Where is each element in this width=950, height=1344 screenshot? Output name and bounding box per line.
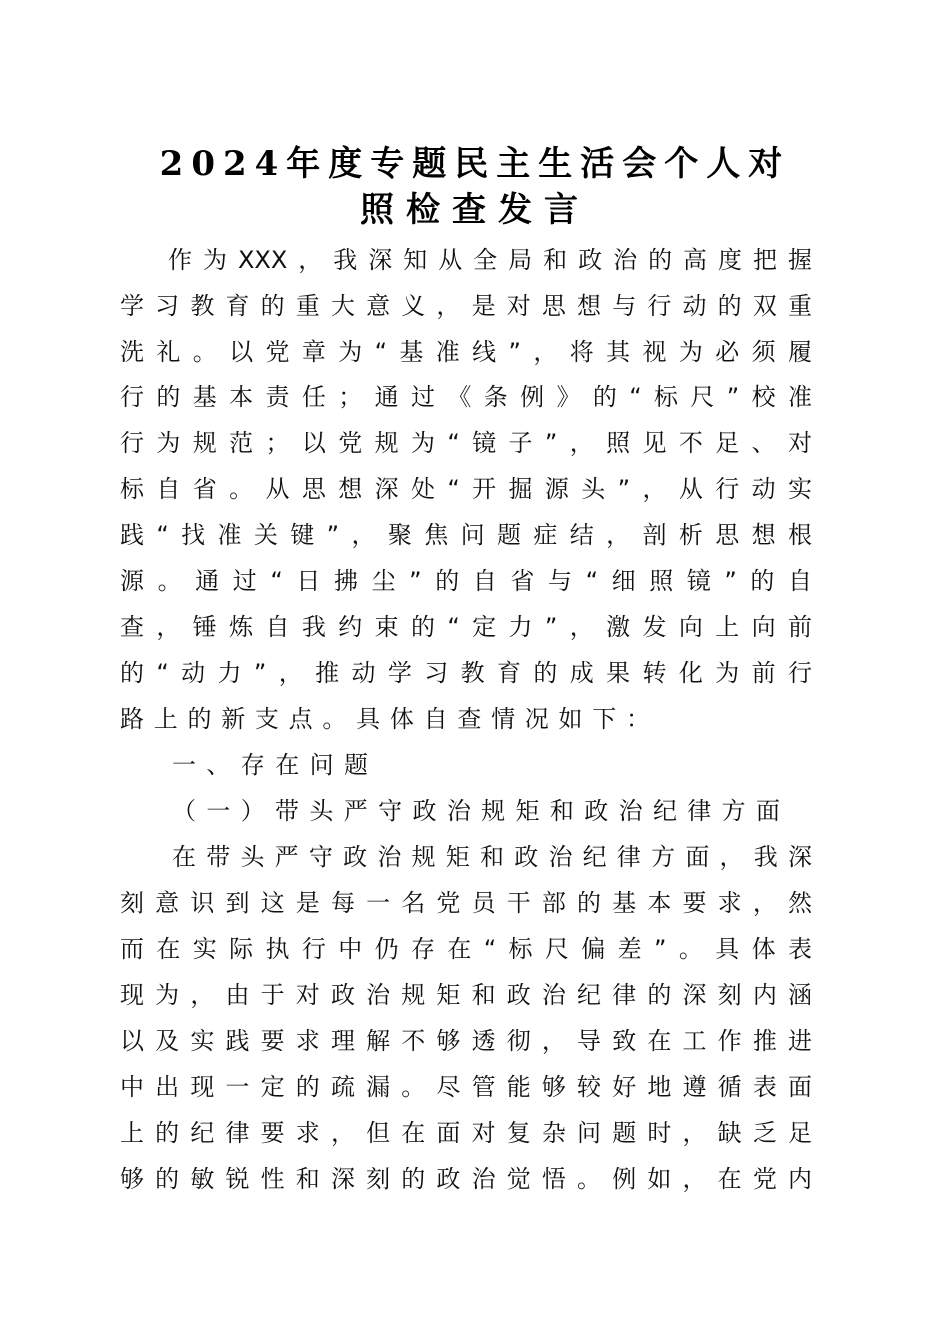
body-paragraph-line: 在带头严守政治规矩和政治纪律方面，我深 [172,843,812,871]
document-title-line-1: 2024年度专题民主生活会个人对 [159,144,791,184]
body-paragraph-line: 刻意识到这是每一名党员干部的基本要求，然 [120,889,812,917]
intro-paragraph-line: 践“找准关键”，聚焦问题症结，剖析思想根 [120,521,812,549]
body-paragraph-line: 而在实际执行中仍存在“标尺偏差”。具体表 [120,935,812,963]
document-title-line-2: 照检查发言 [360,190,590,230]
intro-paragraph-line: 洗礼。以党章为“基准线”，将其视为必须履 [120,338,812,366]
body-paragraph-line: 上的纪律要求，但在面对复杂问题时，缺乏足 [120,1119,812,1147]
intro-paragraph-line: 的“动力”，推动学习教育的成果转化为前行 [120,659,812,687]
subsection-heading: （一）带头严守政治规矩和政治纪律方面 [172,797,780,825]
intro-paragraph-line: 路上的新支点。具体自查情况如下： [120,705,650,733]
body-paragraph-line: 够的敏锐性和深刻的政治觉悟。例如，在党内 [120,1165,812,1193]
intro-paragraph-line: 行的基本责任；通过《条例》的“标尺”校准 [120,383,812,411]
section-heading: 一、存在问题 [172,751,368,779]
intro-paragraph-line: 作为XXX，我深知从全局和政治的高度把握 [168,246,812,274]
intro-paragraph-line: 行为规范；以党规为“镜子”，照见不足、对 [120,429,812,457]
intro-paragraph-line: 源。通过“日拂尘”的自省与“细照镜”的自 [120,567,812,595]
body-paragraph-line: 中出现一定的疏漏。尽管能够较好地遵循表面 [120,1073,812,1101]
body-paragraph-line: 现为，由于对政治规矩和政治纪律的深刻内涵 [120,981,812,1009]
body-paragraph-line: 以及实践要求理解不够透彻，导致在工作推进 [120,1027,812,1055]
intro-paragraph-line: 学习教育的重大意义，是对思想与行动的双重 [120,292,812,320]
intro-paragraph-line: 查，锤炼自我约束的“定力”，激发向上向前 [120,613,812,641]
intro-paragraph-line: 标自省。从思想深处“开掘源头”，从行动实 [120,475,812,503]
